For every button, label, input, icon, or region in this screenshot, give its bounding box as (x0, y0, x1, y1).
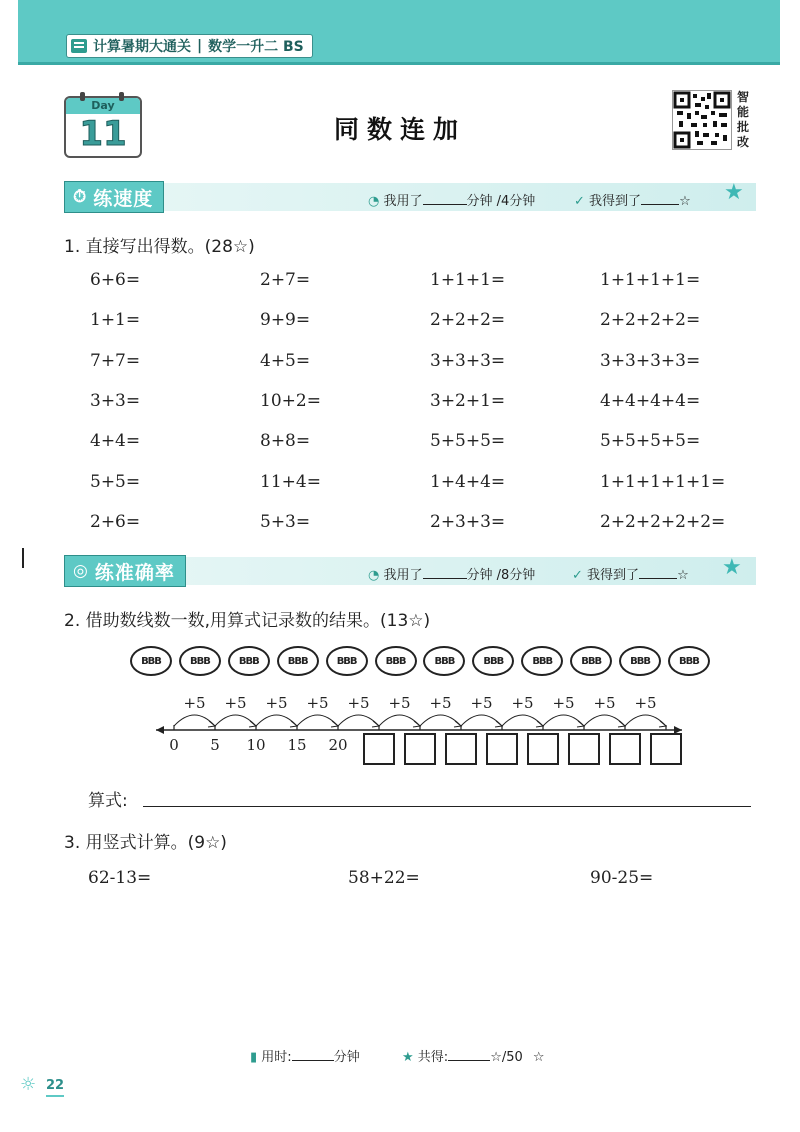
question-2-title: 2. 借助数线数一数,用算式记录数的结果。(13☆) (64, 611, 431, 631)
series-badge (66, 34, 313, 58)
score-prefix: 我得到了 (587, 568, 640, 583)
calendar-rings-icon (80, 92, 124, 100)
arithmetic-problem: 2+2+2= (430, 310, 506, 331)
arithmetic-problem: 1+1+1+1+1= (600, 471, 726, 492)
jump-arc (584, 715, 625, 726)
star-icon: ★ (722, 555, 742, 580)
jump-label: +5 (265, 694, 288, 712)
qr-caption-char: 批 (736, 120, 749, 134)
jump-arc (379, 715, 420, 726)
counter-group: BBB (326, 646, 368, 676)
formula-answer-line[interactable] (143, 806, 751, 807)
score-accuracy (572, 564, 689, 583)
divider: | (197, 38, 203, 54)
section-tag-speed (64, 181, 164, 213)
section-label: 练准确率 (94, 561, 175, 584)
score-blank[interactable] (641, 192, 679, 205)
arithmetic-problem: 6+6= (90, 270, 141, 290)
answer-box[interactable] (569, 734, 599, 764)
time-blank[interactable] (423, 566, 467, 579)
tick-label: 0 (169, 736, 179, 754)
arithmetic-problem: 2+6= (90, 511, 141, 532)
arithmetic-problem: 4+4= (90, 431, 141, 452)
jump-label: +5 (552, 694, 575, 712)
counter-group: BBB (277, 646, 319, 676)
footer-time (250, 1046, 360, 1065)
counter-group: BBB (472, 646, 514, 676)
star-icon: ★ (724, 180, 744, 205)
arithmetic-problem: 5+3= (260, 511, 311, 532)
tick-label: 10 (246, 736, 266, 754)
arithmetic-problem: 3+3= (90, 390, 141, 411)
counter-group: BBB (423, 646, 465, 676)
arithmetic-problem: 11+4= (260, 471, 321, 492)
jump-arc (174, 715, 215, 726)
arithmetic-problem: 1+1+1+1= (600, 270, 701, 290)
answer-box[interactable] (528, 734, 558, 764)
tick-label: 5 (210, 736, 220, 754)
arithmetic-problem: 5+5= (90, 471, 141, 492)
jump-arc (256, 715, 297, 726)
series-name: 计算暑期大通关 (93, 39, 191, 55)
counter-group: BBB (228, 646, 270, 676)
jump-arc (543, 715, 584, 726)
book-icon (71, 39, 87, 53)
score-prefix: 我得到了 (589, 194, 642, 209)
tick-label: 15 (287, 736, 307, 754)
counter-group: BBB (130, 646, 172, 676)
footer-total-label: 共得: (417, 1050, 449, 1065)
answer-box[interactable] (364, 734, 394, 764)
score-suffix: ☆ (677, 568, 689, 583)
jump-label: +5 (224, 694, 247, 712)
qr-caption-char: 能 (736, 105, 749, 119)
bookmark-icon: ▮ (250, 1050, 258, 1065)
grade-label: 数学一升二 BS (208, 39, 304, 55)
jump-arc (461, 715, 502, 726)
answer-box[interactable] (610, 734, 640, 764)
vertical-problem-2: 58+22= (348, 868, 420, 888)
check-icon: ✓ (574, 194, 585, 209)
answer-box[interactable] (405, 734, 435, 764)
check-icon: ✓ (572, 568, 583, 583)
arithmetic-problem: 3+3+3+3= (600, 350, 701, 371)
footer-time-unit: 分钟 (333, 1050, 360, 1065)
jump-label: +5 (306, 694, 329, 712)
answer-box[interactable] (487, 734, 517, 764)
section-tag-accuracy (64, 555, 186, 587)
arithmetic-problem: 4+4+4+4= (600, 390, 701, 411)
arithmetic-problem: 7+7= (90, 350, 141, 371)
counter-groups (130, 646, 710, 676)
number-line (150, 690, 690, 780)
jump-label: +5 (511, 694, 534, 712)
qr-caption (734, 90, 752, 150)
time-used-suffix: 分钟 /4分钟 (466, 194, 536, 209)
jump-arc (625, 715, 666, 726)
axis-arrow-left (156, 726, 164, 734)
footer-total (402, 1046, 545, 1065)
arithmetic-problem: 2+3+3= (430, 511, 506, 532)
footer-total-blank[interactable] (448, 1048, 490, 1061)
jump-arc (338, 715, 379, 726)
score-speed (574, 190, 691, 209)
arithmetic-problem: 2+7= (260, 270, 311, 290)
counter-group: BBB (179, 646, 221, 676)
arithmetic-problem: 8+8= (260, 431, 311, 452)
question-3-title: 3. 用竖式计算。(9☆) (64, 833, 227, 853)
score-blank[interactable] (639, 566, 677, 579)
clock-icon: ◔ (368, 194, 380, 209)
time-used-prefix: 我用了 (383, 568, 423, 583)
formula-label: 算式: (88, 791, 128, 811)
jump-arc (502, 715, 543, 726)
arithmetic-problem: 3+2+1= (430, 390, 506, 411)
footer-time-label: 用时: (261, 1050, 292, 1065)
target-icon: ◎ (73, 561, 89, 581)
time-blank[interactable] (423, 192, 467, 205)
margin-mark (22, 548, 24, 568)
day-label: Day (66, 98, 140, 114)
arithmetic-problem: 5+5+5+5= (600, 431, 701, 452)
tick-label: 20 (328, 736, 348, 754)
time-used-suffix: 分钟 /8分钟 (466, 568, 536, 583)
page-title: 同数连加 (333, 115, 466, 144)
jump-label: +5 (634, 694, 657, 712)
arithmetic-problem: 10+2= (260, 390, 321, 411)
arithmetic-problem: 1+1= (90, 310, 141, 331)
vertical-problem-3: 90-25= (590, 868, 654, 888)
jump-arc (215, 715, 256, 726)
counter-group: BBB (668, 646, 710, 676)
stopwatch-icon: ⏱ (73, 187, 88, 207)
clock-icon: ◔ (368, 568, 380, 583)
answer-box[interactable] (651, 734, 681, 764)
footer-star: ☆ (532, 1050, 545, 1065)
counter-group: BBB (375, 646, 417, 676)
counter-group: BBB (619, 646, 661, 676)
jump-arc (297, 715, 338, 726)
time-used-accuracy (368, 564, 535, 583)
counter-group: BBB (570, 646, 612, 676)
jump-label: +5 (470, 694, 493, 712)
jump-arc (420, 715, 461, 726)
arithmetic-problem: 9+9= (260, 310, 311, 331)
qr-code-icon[interactable] (672, 90, 732, 150)
qr-caption-char: 改 (736, 135, 749, 149)
jump-label: +5 (347, 694, 370, 712)
footer-time-blank[interactable] (292, 1048, 334, 1061)
axis-arrow-right (674, 726, 682, 734)
jump-label: +5 (183, 694, 206, 712)
star-icon: ★ (402, 1050, 414, 1065)
jump-label: +5 (593, 694, 616, 712)
score-suffix: ☆ (679, 194, 691, 209)
day-number: 11 (79, 114, 127, 154)
arithmetic-problem: 1+4+4= (430, 471, 506, 492)
arithmetic-problem: 2+2+2+2= (600, 310, 701, 331)
arithmetic-problem: 3+3+3= (430, 350, 506, 371)
footer-total-suffix: ☆/50 (490, 1050, 523, 1065)
sun-icon: ☼ (20, 1074, 37, 1095)
section-label: 练速度 (93, 187, 154, 210)
jump-label: +5 (429, 694, 452, 712)
arithmetic-problem: 5+5+5= (430, 431, 506, 452)
time-used-speed (368, 190, 535, 209)
counter-group: BBB (521, 646, 563, 676)
qr-caption-char: 智 (736, 90, 749, 104)
vertical-problem-1: 62-13= (88, 868, 152, 888)
jump-label: +5 (388, 694, 411, 712)
arithmetic-problem: 2+2+2+2+2= (600, 511, 726, 532)
arithmetic-problem: 1+1+1= (430, 270, 506, 290)
arithmetic-problem: 4+5= (260, 350, 311, 371)
question-1-title: 1. 直接写出得数。(28☆) (64, 237, 255, 257)
answer-box[interactable] (446, 734, 476, 764)
time-used-prefix: 我用了 (383, 194, 423, 209)
page-number: 22 (46, 1078, 64, 1097)
